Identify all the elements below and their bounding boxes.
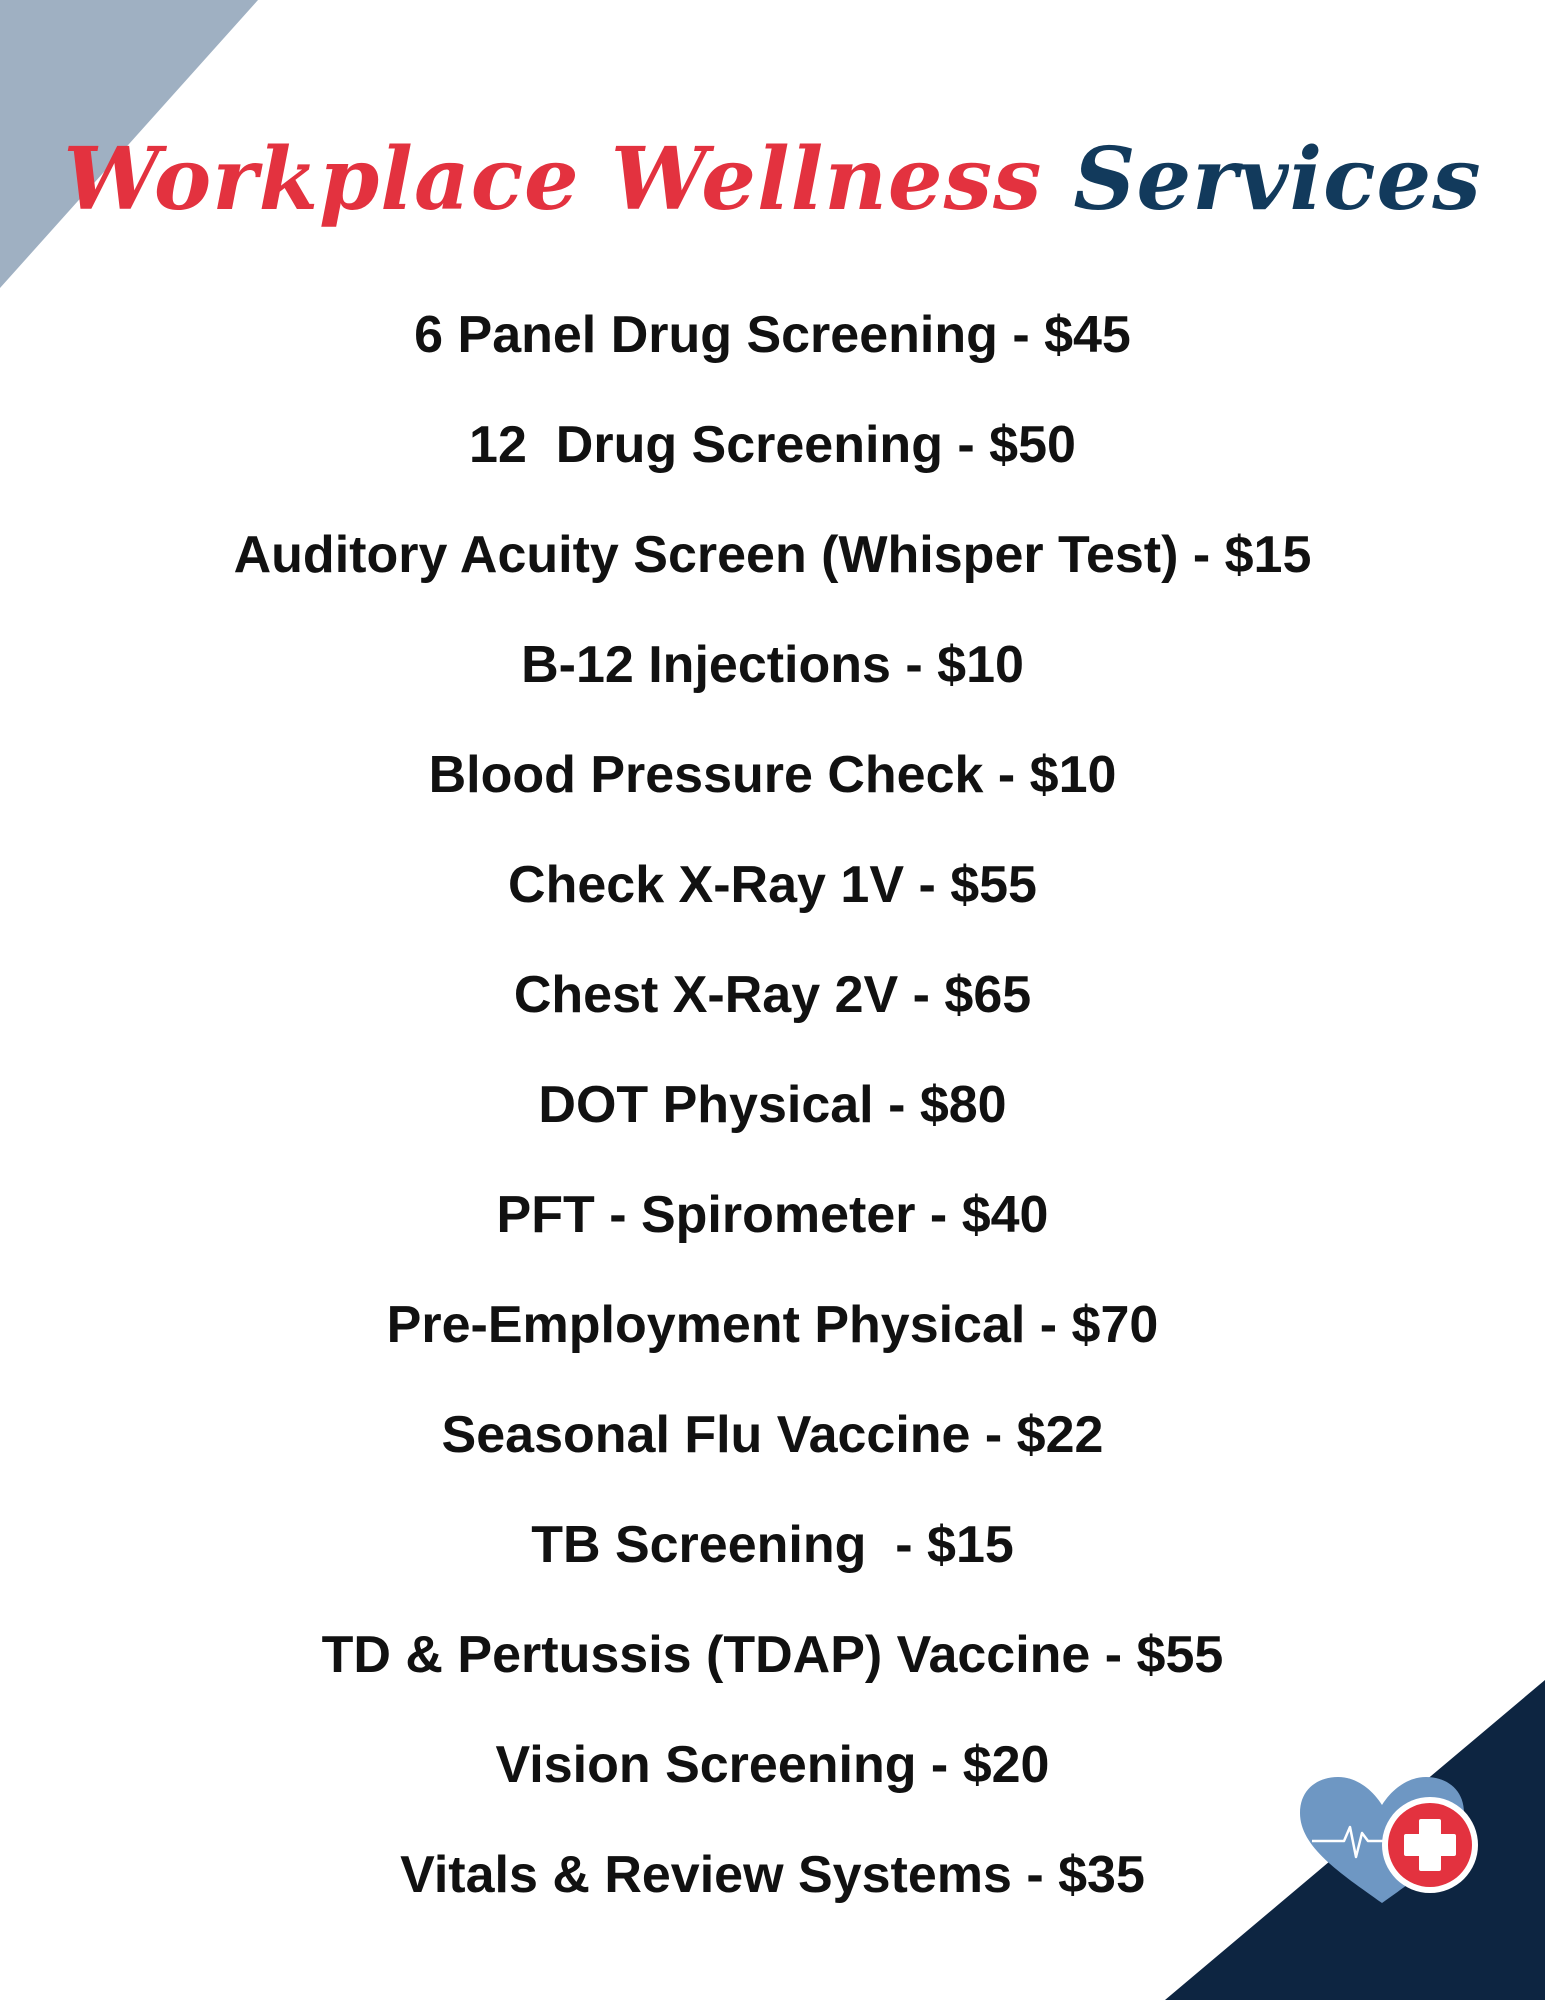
service-item: Auditory Acuity Screen (Whisper Test) - $15 (233, 526, 1312, 584)
cross-horizontal (1404, 1834, 1456, 1856)
service-item: Blood Pressure Check - $10 (428, 746, 1117, 804)
service-list (0, 300, 1545, 1950)
heart-medical-cross-icon (1290, 1775, 1490, 1925)
page-title (0, 120, 1545, 240)
service-item: TD & Pertussis (TDAP) Vaccine - $55 (321, 1626, 1224, 1684)
service-item: DOT Physical - $80 (538, 1076, 1007, 1134)
service-item: Chest X-Ray 2V - $65 (513, 966, 1032, 1024)
service-item: PFT - Spirometer - $40 (496, 1186, 1049, 1244)
service-item: TB Screening - $15 (531, 1516, 1014, 1574)
service-item: Seasonal Flu Vaccine - $22 (441, 1406, 1104, 1464)
service-item: Check X-Ray 1V - $55 (508, 856, 1037, 914)
service-item: 12 Drug Screening - $50 (469, 416, 1076, 474)
service-item: Vitals & Review Systems - $35 (400, 1846, 1145, 1904)
service-item: Vision Screening - $20 (495, 1736, 1050, 1794)
service-item: B-12 Injections - $10 (521, 636, 1024, 694)
title-part-navy: Services (1073, 129, 1482, 230)
service-item: 6 Panel Drug Screening - $45 (414, 306, 1131, 364)
title-part-red: Workplace Wellness (63, 129, 1043, 230)
service-item: Pre-Employment Physical - $70 (386, 1296, 1159, 1354)
